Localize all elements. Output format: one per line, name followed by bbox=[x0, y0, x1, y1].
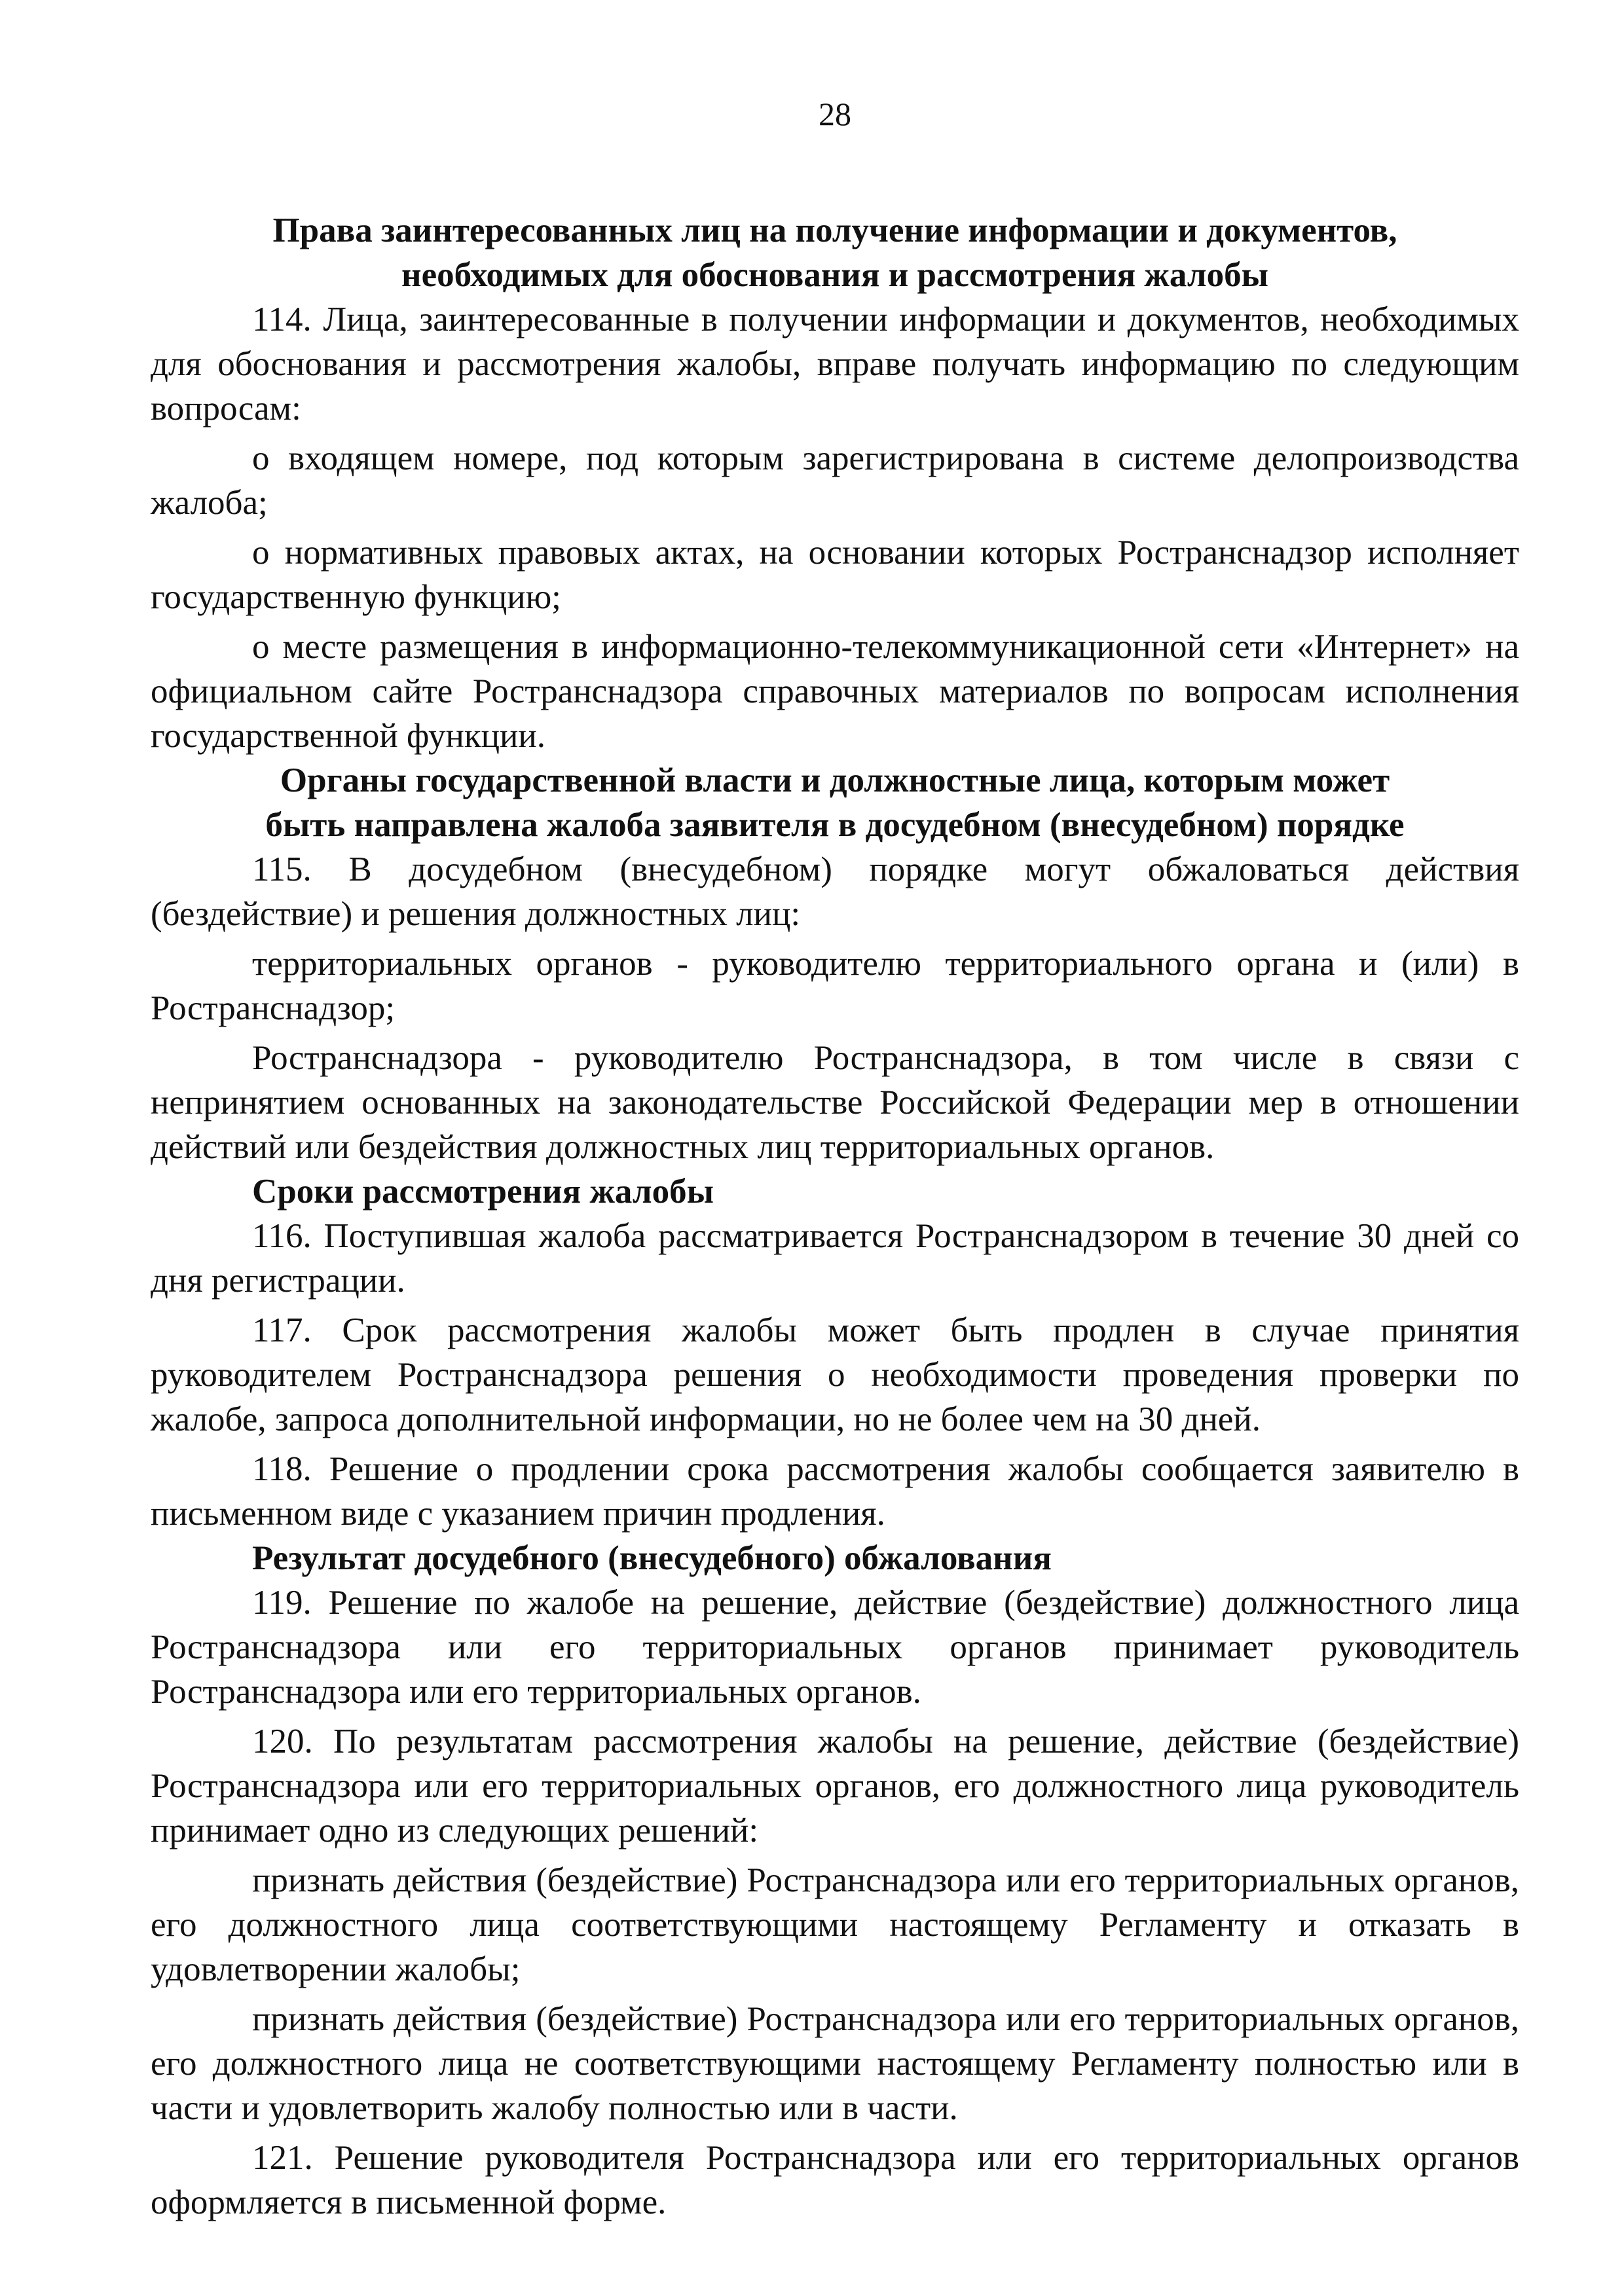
document-page bbox=[151, 92, 1519, 2225]
paragraph-115: 115. В досудебном (внесудебном) порядке могут обжаловаться действия (бездействие) и решения должностных лиц: bbox=[151, 850, 1519, 933]
heading-line: быть направлена жалоба заявителя в досудебном (внесудебном) порядке bbox=[265, 806, 1405, 844]
paragraph-118: 118. Решение о продлении срока рассмотрения жалобы сообщается заявителю в письменном виде с указанием причин продления. bbox=[151, 1450, 1519, 1533]
paragraph-120-item-b: признать действия (бездействие) Ространснадзора или его территориальных органов, его должностного лица не соответствующими настоящему Регламенту полностью или в части и удовлетворить жалобу полностью или в части. bbox=[151, 2000, 1519, 2127]
section-heading-authorities bbox=[151, 758, 1519, 847]
section-heading-rights bbox=[151, 208, 1519, 297]
paragraph-117: 117. Срок рассмотрения жалобы может быть продлен в случае принятия руководителем Ространснадзора решения о необходимости проведения проверки по жалобе, запроса дополнительной информации, но не более чем на 30 дней. bbox=[151, 1311, 1519, 1438]
paragraph-121: 121. Решение руководителя Ространснадзора или его территориальных органов оформляется в письменной форме. bbox=[151, 2139, 1519, 2221]
paragraph-120-item-a: признать действия (бездействие) Ространснадзора или его территориальных органов, его должностного лица соответствующими настоящему Регламенту и отказать в удовлетворении жалобы; bbox=[151, 1861, 1519, 1988]
page-number: 28 bbox=[819, 96, 851, 132]
paragraph-116: 116. Поступившая жалоба рассматривается Ространснадзором в течение 30 дней со дня регистрации. bbox=[151, 1217, 1519, 1300]
heading-line: Права заинтересованных лиц на получение информации и документов, bbox=[272, 211, 1397, 249]
paragraph-114-item-a: о входящем номере, под которым зарегистрирована в системе делопроизводства жалоба; bbox=[151, 439, 1519, 522]
paragraph-115-item-b: Ространснадзора - руководителю Ространснадзора, в том числе в связи с непринятием основанных на законодательстве Российской Федерации мер в отношении действий или бездействия должностных лиц территориальных органов. bbox=[151, 1039, 1519, 1166]
section-heading-terms: Сроки рассмотрения жалобы bbox=[252, 1173, 714, 1211]
paragraph-119: 119. Решение по жалобе на решение, действие (бездействие) должностного лица Ространснадзора или его территориальных органов принимает руководитель Ространснадзора или его территориальных органов. bbox=[151, 1584, 1519, 1711]
paragraph-114-item-b: о нормативных правовых актах, на основании которых Ространснадзор исполняет государственную функцию; bbox=[151, 534, 1519, 616]
paragraph-114-item-c: о месте размещения в информационно-телекоммуникационной сети «Интернет» на официальном сайте Ространснадзора справочных материалов по вопросам исполнения государственной функции. bbox=[151, 628, 1519, 755]
heading-line: Органы государственной власти и должностные лица, которым может bbox=[280, 761, 1390, 799]
section-heading-result: Результат досудебного (внесудебного) обжалования bbox=[252, 1539, 1052, 1577]
paragraph-120: 120. По результатам рассмотрения жалобы на решение, действие (бездействие) Ространснадзора или его территориальных органов, его должностного лица руководитель принимает одно из следующих решений: bbox=[151, 1722, 1519, 1850]
heading-line: необходимых для обоснования и рассмотрения жалобы bbox=[401, 256, 1268, 294]
paragraph-115-item-a: территориальных органов - руководителю территориального органа и (или) в Ространснадзор; bbox=[151, 945, 1519, 1027]
paragraph-114: 114. Лица, заинтересованные в получении информации и документов, необходимых для обоснования и рассмотрения жалобы, вправе получать информацию по следующим вопросам: bbox=[151, 301, 1519, 428]
